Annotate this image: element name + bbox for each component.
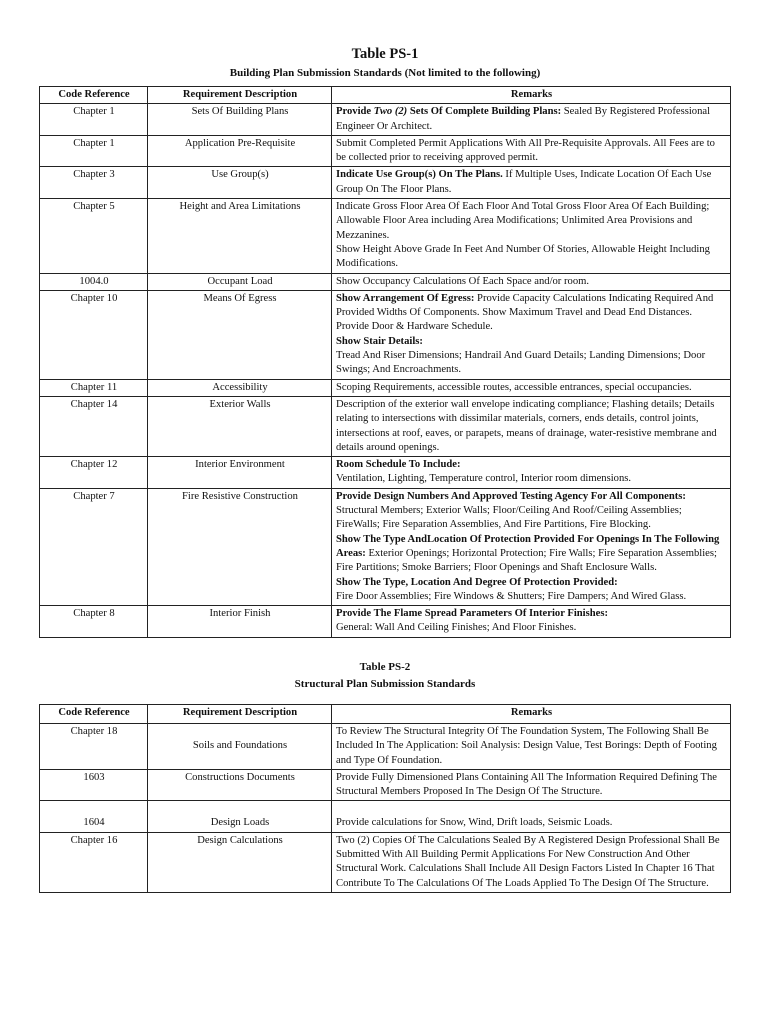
remark-paragraph (336, 168, 727, 197)
code-reference: Chapter 1 (73, 106, 115, 118)
requirement-cell (148, 801, 332, 832)
code-reference: Chapter 1 (73, 137, 115, 149)
requirement-cell (148, 273, 332, 290)
code-reference-cell (40, 273, 148, 290)
remark-text: To Review The Structural Integrity Of The Foundation System, The Following Shall Be Included In The Application: Soil Analysis: Design Value, Test Borings: Depth of Footing and Type Of Foundation. (336, 725, 717, 766)
requirement-description: Interior Finish (209, 608, 271, 620)
remark-paragraph (336, 621, 727, 635)
header-remarks: Remarks (332, 87, 731, 104)
remark-paragraph (336, 816, 727, 830)
table-row (40, 273, 731, 290)
remark-paragraph (336, 533, 727, 576)
code-reference-cell (40, 832, 148, 892)
remark-text: Provide Capacity Calculations Indicating Required And Provided Widths Of Components. Show Maximum Travel and Dead End Distances. Provide Door & Hardware Schedule. (336, 292, 714, 333)
requirement-description: Design Calculations (197, 834, 283, 846)
table-row (40, 290, 731, 379)
remark-paragraph (336, 381, 727, 395)
remark-text: Show The Type, Location And Degree Of Protection Provided: (336, 576, 618, 588)
remarks-cell (332, 167, 731, 199)
requirement-description: Soils and Foundations (192, 739, 288, 751)
requirement-cell (148, 769, 332, 801)
requirement-cell (148, 290, 332, 379)
header-requirement-description: Requirement Description (148, 87, 332, 104)
requirement-description: Fire Resistive Construction (182, 490, 298, 502)
code-reference-cell (40, 167, 148, 199)
code-reference-cell (40, 801, 148, 832)
remark-text: Room Schedule To Include: (336, 459, 461, 471)
remark-text: Two (2) Copies Of The Calculations Sealed By A Registered Design Professional Shall Be Submitted With All Building Permit Applications For New Construction And Other Structural Work. Calculations Shall Include All Design Factors Listed In Chapter 16 That Contribute To The Calculations Of The Loads Applied To The Design Of The Structure. (336, 834, 720, 889)
code-reference-cell (40, 396, 148, 456)
requirement-description: Application Pre-Requisite (184, 137, 296, 149)
table-row (40, 801, 731, 832)
table-row (40, 135, 731, 167)
requirement-description: Use Group(s) (211, 169, 269, 181)
remark-text: Structural Members; Exterior Walls; Floor/Ceiling And Roof/Ceiling Assemblies; FireWalls; Fire Separation Assemblies, And Fire Partitions, Fire Blocking. (336, 505, 682, 531)
remarks-cell (332, 606, 731, 638)
remarks-cell (332, 199, 731, 273)
remark-paragraph (336, 200, 727, 243)
remark-paragraph (336, 590, 727, 604)
code-reference: Chapter 12 (70, 459, 118, 471)
header-requirement-description: Requirement Description (148, 704, 332, 723)
code-reference: Chapter 8 (73, 608, 115, 620)
remark-text: Show Height Above Grade In Feet And Number Of Stories, Allowable Height Including Modifications. (336, 243, 710, 270)
requirement-cell (148, 104, 332, 136)
remark-text: Sets Of Complete Building Plans: (407, 106, 562, 118)
remark-text: Provide calculations for Snow, Wind, Drift loads, Seismic Loads. (336, 817, 613, 829)
code-reference: Chapter 18 (70, 725, 118, 737)
remark-text: Scoping Requirements, accessible routes, accessible entrances, special occupancies. (336, 381, 692, 393)
remarks-cell (332, 457, 731, 489)
code-reference: Chapter 14 (70, 398, 118, 410)
remark-paragraph (336, 335, 727, 349)
remark-paragraph (336, 105, 727, 134)
remark-paragraph (336, 137, 727, 166)
requirement-description: Exterior Walls (209, 398, 271, 410)
table-row (40, 396, 731, 456)
remark-paragraph (336, 771, 727, 800)
remark-paragraph (336, 576, 727, 590)
header-remarks: Remarks (332, 704, 731, 723)
code-reference: Chapter 16 (70, 834, 118, 846)
remark-text: Sealed By Registered Professional Engineer Or Architect. (336, 106, 711, 132)
table-row (40, 832, 731, 892)
requirement-cell (148, 135, 332, 167)
code-reference-cell (40, 457, 148, 489)
table2-body (40, 723, 731, 892)
remarks-cell (332, 769, 731, 801)
code-reference-cell (40, 135, 148, 167)
code-reference-cell (40, 488, 148, 605)
code-reference: 1603 (83, 771, 105, 783)
table-row (40, 769, 731, 801)
remarks-cell (332, 135, 731, 167)
header-code-reference: Code Reference (40, 704, 148, 723)
table-row (40, 723, 731, 769)
table-ps-2 (39, 704, 731, 893)
code-reference: Chapter 3 (73, 169, 115, 181)
requirement-cell (148, 606, 332, 638)
remark-paragraph (336, 349, 727, 378)
code-reference: Chapter 5 (73, 201, 115, 213)
remark-text: Show Stair Details: (336, 335, 423, 347)
code-reference-cell (40, 379, 148, 396)
table1-title: Table PS-1 (351, 46, 419, 62)
remarks-cell (332, 104, 731, 136)
table2-subtitle: Structural Plan Submission Standards (294, 677, 476, 690)
code-reference-cell (40, 199, 148, 273)
remark-text: Show Occupancy Calculations Of Each Space and/or room. (336, 275, 589, 287)
code-reference: 1604 (83, 817, 105, 829)
requirement-cell (148, 832, 332, 892)
document-page (39, 46, 731, 893)
remark-text: Submit Completed Permit Applications With All Pre-Requisite Approvals. All Fees are to be collected prior to receiving approved permit. (336, 137, 715, 164)
table-row (40, 606, 731, 638)
requirement-description: Accessibility (212, 381, 268, 393)
table-row (40, 488, 731, 605)
remark-text: General: Wall And Ceiling Finishes; And Floor Finishes. (336, 622, 577, 634)
remark-paragraph (336, 458, 727, 472)
requirement-description: Design Loads (210, 817, 270, 829)
remark-text: Provide Fully Dimensioned Plans Containing All The Information Required Defining The Structural Members Proposed In The Design Of The Structure. (336, 771, 717, 798)
remark-text: Tread And Riser Dimensions; Handrail And Guard Details; Landing Dimensions; Door Swings; And Encroachments. (336, 350, 706, 376)
requirement-cell (148, 488, 332, 605)
remark-paragraph (336, 472, 727, 486)
remark-paragraph (336, 607, 727, 621)
table-row (40, 457, 731, 489)
code-reference-cell (40, 290, 148, 379)
remarks-cell (332, 723, 731, 769)
remarks-cell (332, 379, 731, 396)
table-row (40, 104, 731, 136)
remark-text: Indicate Gross Floor Area Of Each Floor And Total Gross Floor Area Of Each Building; Allowable Floor Area including Area Modifications; Unlimited Area Provisions and Mezzanines. (336, 201, 710, 241)
code-reference: Chapter 7 (73, 490, 115, 502)
requirement-description: Height and Area Limitations (179, 201, 301, 213)
remark-text: Provide (336, 106, 374, 118)
remark-text: Provide Design Numbers And Approved Testing Agency For All Components: (336, 490, 686, 502)
remarks-cell (332, 273, 731, 290)
remark-text: Ventilation, Lighting, Temperature control, Interior room dimensions. (336, 473, 632, 485)
requirement-description: Sets Of Building Plans (191, 106, 289, 118)
requirement-cell (148, 199, 332, 273)
remark-paragraph (336, 834, 727, 891)
table1-subtitle: Building Plan Submission Standards (Not limited to the following) (229, 67, 541, 79)
requirement-cell (148, 723, 332, 769)
requirement-cell (148, 396, 332, 456)
requirement-description: Interior Environment (195, 459, 285, 471)
code-reference-cell (40, 606, 148, 638)
requirement-description: Constructions Documents (185, 771, 295, 783)
remark-paragraph (336, 292, 727, 335)
table-row (40, 379, 731, 396)
remark-text: Indicate Use Group(s) On The Plans. (336, 169, 503, 181)
requirement-cell (148, 457, 332, 489)
table2-header-row (40, 704, 731, 723)
remark-paragraph (336, 490, 727, 533)
remarks-cell (332, 396, 731, 456)
code-reference-cell (40, 723, 148, 769)
remark-text: Exterior Openings; Horizontal Protection; Fire Walls; Fire Separation Assemblies; Fire Partitions; Smoke Barriers; Floor Openings and Shaft Enclosure Walls. (336, 547, 717, 574)
table-ps-1 (39, 86, 731, 638)
remark-text: If Multiple Uses, Indicate Location Of Each Use Group On The Floor Plans. (336, 169, 712, 195)
remark-paragraph (336, 243, 727, 272)
remarks-cell (332, 488, 731, 605)
remark-text: Show The Type AndLocation Of Protection Provided For Openings In The Following Areas: (336, 533, 720, 559)
requirement-description: Occupant Load (207, 275, 273, 287)
code-reference: Chapter 11 (70, 381, 118, 393)
requirement-cell (148, 379, 332, 396)
code-reference-cell (40, 769, 148, 801)
remark-paragraph (336, 725, 727, 768)
remark-text: Provide The Flame Spread Parameters Of Interior Finishes: (336, 608, 608, 620)
code-reference: 1004.0 (79, 275, 109, 287)
table1-header-row (40, 87, 731, 104)
header-code-reference: Code Reference (40, 87, 148, 104)
remark-text: Description of the exterior wall envelope indicating compliance; Flashing details; Details relating to intersections with dissimilar materials, corners, ends details, control joints, intersections at roof, eaves, or parapets, means of drainage, water-resistive membrane and details around openings. (336, 398, 717, 453)
table2-title: Table PS-2 (359, 660, 411, 673)
remark-text: Fire Door Assemblies; Fire Windows & Shutters; Fire Dampers; And Wired Glass. (336, 590, 687, 602)
requirement-cell (148, 167, 332, 199)
table-row (40, 199, 731, 273)
table1-body (40, 104, 731, 637)
remark-paragraph (336, 398, 727, 455)
requirement-description: Means Of Egress (203, 292, 277, 304)
remarks-cell (332, 832, 731, 892)
remark-text: Show Arrangement Of Egress: (336, 292, 475, 304)
code-reference: Chapter 10 (70, 292, 118, 304)
remark-text: Two (2) (373, 106, 408, 118)
remarks-cell (332, 801, 731, 832)
code-reference-cell (40, 104, 148, 136)
remarks-cell (332, 290, 731, 379)
table-row (40, 167, 731, 199)
remark-paragraph (336, 275, 727, 289)
